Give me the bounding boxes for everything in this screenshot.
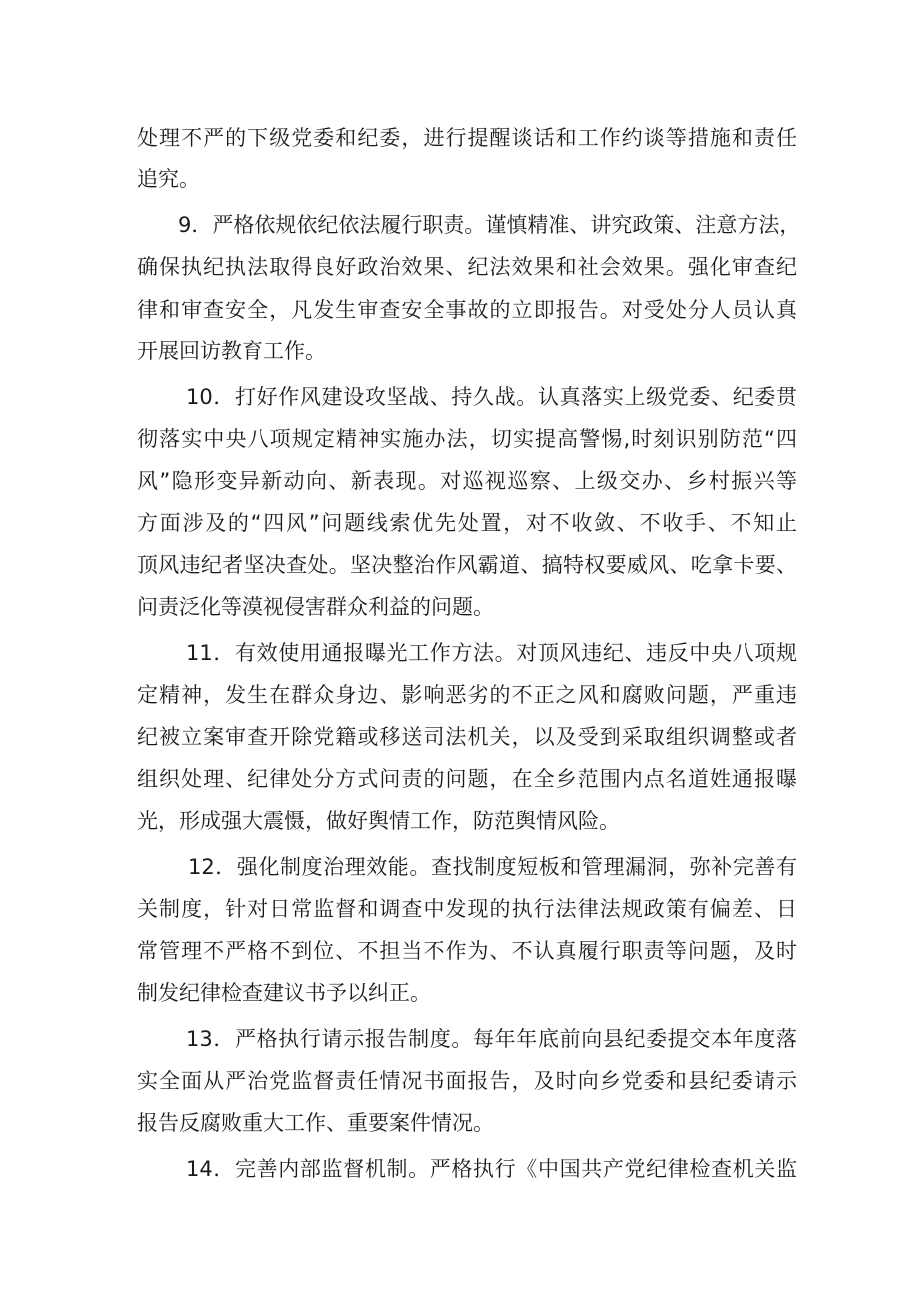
item-9-heading-line: 9．严格依规依纪依法履行职责。谨慎精准、讲究政策、注意方法，	[178, 213, 801, 237]
paragraph-line: 常管理不严格不到位、不担当不作为、不认真履行职责等问题，及时	[137, 939, 797, 963]
paragraph-line: 纪被立案审查开除党籍或移送司法机关，以及受到采取组织调整或者	[137, 725, 797, 749]
paragraph-line: 问责泛化等漠视侵害群众利益的问题。	[137, 595, 494, 619]
paragraph-line: 制发纪律检查建议书予以纠正。	[137, 981, 431, 1005]
paragraph-line: 实全面从严治党监督责任情况书面报告，及时向乡党委和县纪委请示	[137, 1069, 797, 1093]
paragraph-line: 律和审查安全，凡发生审查安全事故的立即报告。对受处分人员认真	[137, 298, 797, 322]
item-10-heading-line: 10．打好作风建设攻坚战、持久战。认真落实上级党委、纪委贯	[186, 385, 797, 409]
item-11-heading-line: 11．有效使用通报曝光工作方法。对顶风违纪、违反中央八项规	[186, 641, 797, 665]
paragraph-line: 方面涉及的“四风”问题线索优先处置，对不收敛、不收手、不知止	[137, 511, 797, 535]
paragraph-line: 关制度，针对日常监督和调查中发现的执行法律法规政策有偏差、日	[137, 897, 797, 921]
paragraph-line: 追究。	[137, 167, 200, 191]
paragraph-line: 处理不严的下级党委和纪委，进行提醒谈话和工作约谈等措施和责任	[137, 126, 797, 150]
paragraph-line: 组织处理、纪律处分方式问责的问题，在全乡范围内点名道姓通报曝	[137, 767, 797, 791]
paragraph-line: 风”隐形变异新动向、新表现。对巡视巡察、上级交办、乡村振兴等	[137, 469, 797, 493]
paragraph-line: 报告反腐败重大工作、重要案件情况。	[137, 1111, 494, 1135]
paragraph-line: 顶风违纪者坚决查处。坚决整治作风霸道、搞特权要威风、吃拿卡要、	[137, 553, 797, 577]
paragraph-line: 光，形成强大震慑，做好舆情工作，防范舆情风险。	[137, 809, 620, 833]
item-12-heading-line: 12．强化制度治理效能。查找制度短板和管理漏洞，弥补完善有	[188, 855, 797, 879]
paragraph-line: 彻落实中央八项规定精神实施办法，切实提高警惕,时刻识别防范“四	[137, 427, 797, 451]
item-13-heading-line: 13．严格执行请示报告制度。每年年底前向县纪委提交本年度落	[186, 1027, 797, 1051]
paragraph-line: 开展回访教育工作。	[137, 339, 326, 363]
paragraph-line: 定精神，发生在群众身边、影响恶劣的不正之风和腐败问题，严重违	[137, 683, 797, 707]
paragraph-line: 确保执纪执法取得良好政治效果、纪法效果和社会效果。强化审查纪	[137, 255, 797, 279]
item-14-heading-line: 14．完善内部监督机制。严格执行《中国共产党纪律检查机关监	[186, 1157, 797, 1181]
